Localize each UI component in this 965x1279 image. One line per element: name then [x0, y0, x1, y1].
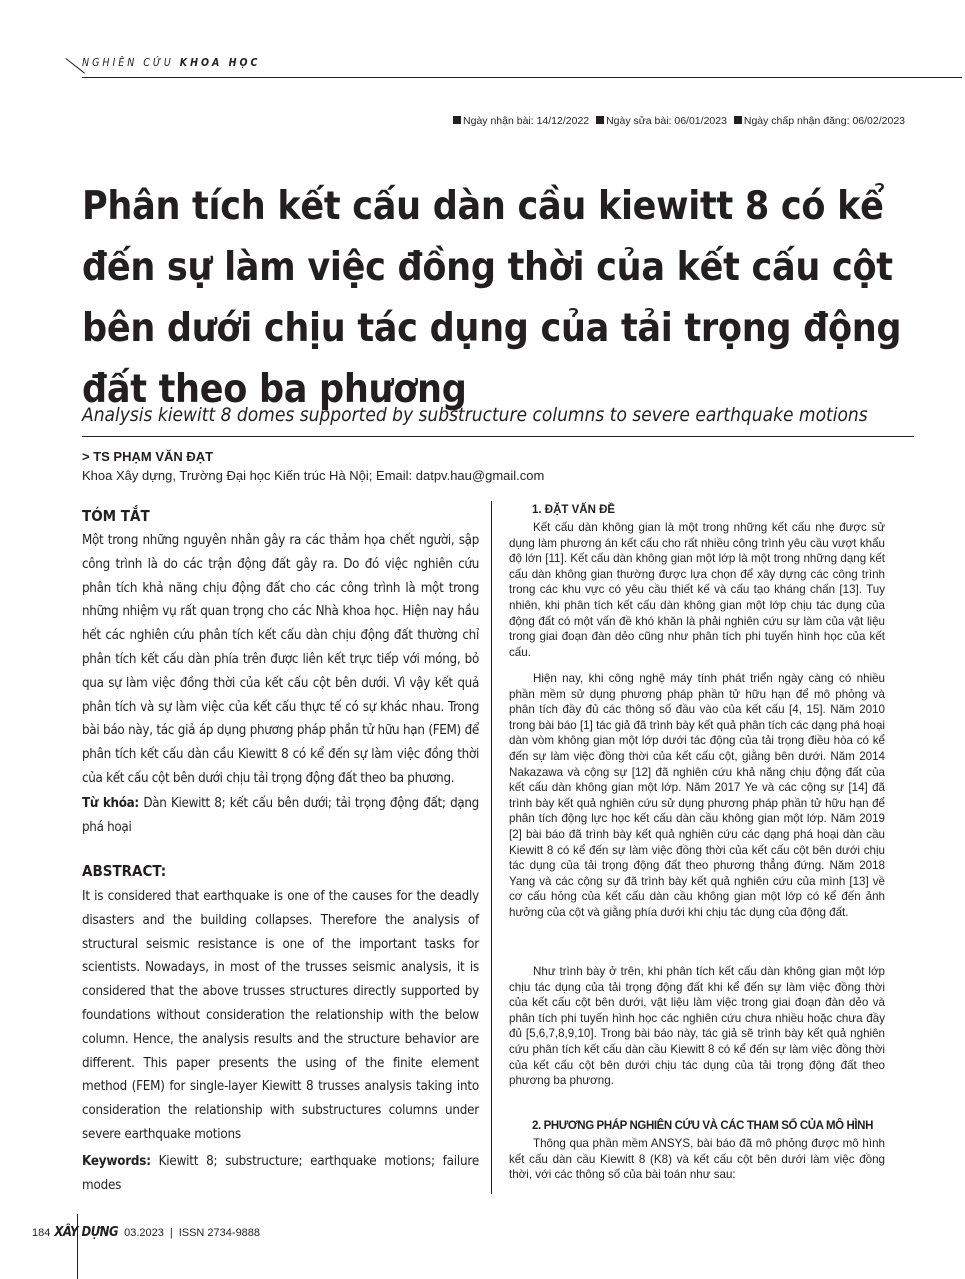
author-affiliation: [82, 468, 544, 483]
affiliation-text: Khoa Xây dựng, Trường Đại học Kiến trúc Hà Nội; Email:: [82, 468, 416, 483]
summary-heading: TÓM TẮT: [82, 507, 150, 525]
bullet-square-icon: [596, 116, 604, 124]
article-subtitle: Analysis kiewitt 8 domes supported by substructure columns to severe earthquake motions: [82, 404, 868, 426]
section-label: [82, 57, 260, 69]
title-divider: [82, 436, 914, 437]
keywords-vn: [82, 792, 479, 840]
dates-line: [449, 115, 905, 127]
page-number: 184: [32, 1227, 51, 1239]
keywords-vn-text: Dàn Kiewitt 8; kết cấu bên dưới; tải trọng động đất; dạng phá hoại: [82, 796, 479, 835]
author-name: > TS PHẠM VĂN ĐẠT: [82, 449, 214, 464]
keywords-en: [82, 1150, 479, 1198]
section-label-light: NGHIÊN CỨU: [82, 57, 174, 69]
section-1-heading: 1. ĐẶT VẤN ĐỀ: [532, 504, 616, 516]
summary-body: Một trong những nguyên nhân gây ra các thảm họa chết người, sập công trình là do các trận động đất gây ra. Do đó việc nghiên cứu phân tích khả năng chịu động đất cho các công trình là một trong những nhiệm vụ rất quan trọng cho các Nhà khoa học. Hiện nay hầu hết các nghiên cứu phân tích kết cấu dàn chịu động đất thường chỉ phân tích kết cấu dàn phía trên được liên kết trực tiếp với móng, bỏ qua sự làm việc đồng thời của kết cấu cột bên dưới. Vì vậy kết quả phân tích và sự làm việc của kết cấu thực tế có sự khác nhau. Trong bài báo này, tác giả áp dụng phương pháp phần tử hữu hạn (FEM) để phân tích kết cấu dàn cầu Kiewitt 8 có kể đến sự làm việc đồng thời của kết cấu cột bên dưới chịu tải trọng động đất theo ba phương.: [82, 533, 479, 786]
author-email[interactable]: datpv.hau@gmail.com: [415, 468, 545, 483]
page-footer: [32, 1225, 260, 1240]
section-1-paragraph: Hiện nay, khi công nghệ máy tính phát triển ngày càng có nhiều phần mềm sử dụng phương pháp phần tử hữu hạn để mô phỏng và phân tích đầy đủ các thông số đầu vào của kết cấu [4, 15]. Năm 2010 trong bài báo [1] tác giả đã trình bày kết quả phân tích các dạng phá hoại dàn vòm không gian một lớp dưới tác động của tải trọng điều hòa có kể đến sự làm việc đồng thời của kết cấu cột, giằng bên dưới. Năm 2014 Nakazawa và cộng sự [12] đã nghiên cứu khả năng chịu động đất của kết cấu dàn không gian một lớp. Năm 2017 Ye và các cộng sự [14] đã trình bày kết quả nghiên cứu sử dụng phương pháp phần tử hữu hạn để phân tích động lực học kết cấu dàn cầu không gian một lớp. Năm 2019 [2] bài báo đã trình bày kết quả nghiên cứu các dạng phá hoại dàn cầu Kiewitt 8 có kể đến sự làm việc đồng thời của kết cấu cột bên dưới chịu tác dụng của tải trọng động đất theo phương thẳng đứng. Năm 2018 Yang và các cộng sự đã trình bày kết quả nghiên cứu của mình [13] về cơ cấu hỏng của kết cấu dàn cầu không gian một lớp có kể đến ảnh hưởng của cột và giằng phía dưới khi chịu tác dụng của động đất.: [509, 672, 885, 919]
keywords-vn-label: Từ khóa:: [82, 796, 139, 811]
footer-vertical-rule: [77, 1214, 78, 1279]
header-rule: [82, 77, 962, 78]
abstract-body: It is considered that earthquake is one of the causes for the deadly disasters and the building collapses. Therefore the analysis of structural seismic resistance is one of the important tasks for scientists. Nowadays, in most of the trusses seismic analysis, it is considered that the above trusses structures directly supported by foundations without consideration the relationship with the below column. Hence, the analysis results and the structure behavior are different. This paper presents the using of the finite element method (FEM) for single-layer Kiewitt 8 trusses analysis taking into consideration the relationship with substructures columns under severe earthquake motions: [82, 889, 479, 1142]
column-divider: [491, 501, 492, 1194]
section-2-heading: 2. PHƯƠNG PHÁP NGHIÊN CỨU VÀ CÁC THAM SỐ CỦA MÔ HÌNH: [532, 1120, 873, 1132]
issn: ISSN 2734-9888: [178, 1227, 261, 1239]
article-title: Phân tích kết cấu dàn cầu kiewitt 8 có kể đến sự làm việc đồng thời của kết cấu cột bên dưới chịu tác dụng của tải trọng động đất theo ba phương: [82, 184, 902, 412]
section-1-paragraph: Kết cấu dàn không gian là một trong những kết cấu nhẹ được sử dụng làm phương án kết cấu cho rất nhiều công trình yêu cầu vượt khẩu độ lớn [11]. Kết cấu dàn không gian một lớp là một trong những dạng kết cấu dàn không gian thường được lựa chọn để xây dựng các công trình trong các khu vực có yêu cầu thiết kế và cấu tạo kháng chấn [13]. Tuy nhiên, khi phân tích kết cấu dàn không gian một lớp chịu tác dụng của động đất có một vấn đề khó khăn là phải nghiên cứu sự làm của vật liệu trong giai đoạn đàn dẻo cũng như phân tích phi tuyến hình học của kết cấu.: [509, 521, 885, 659]
keywords-en-label: Keywords:: [82, 1154, 151, 1169]
footer-separator: |: [169, 1227, 173, 1239]
bullet-square-icon: [453, 116, 461, 124]
date-received: Ngày nhận bài: 14/12/2022: [463, 115, 590, 127]
date-revised: Ngày sửa bài: 06/01/2023: [606, 115, 727, 127]
keywords-en-text: Kiewitt 8; substructure; earthquake motions; failure modes: [82, 1154, 479, 1193]
issue-date: 03.2023: [124, 1227, 164, 1239]
date-accepted: Ngày chấp nhận đăng: 06/02/2023: [743, 115, 905, 127]
section-2-paragraph: Thông qua phần mềm ANSYS, bài báo đã mô phỏng được mô hình kết cấu dàn cầu Kiewitt 8 (K8) và kết cấu cột bên dưới làm việc đồng thời, với các thông số của bài toán như sau:: [509, 1137, 885, 1182]
abstract-heading: ABSTRACT:: [82, 862, 167, 880]
section-1-paragraph: Như trình bày ở trên, khi phân tích kết cấu dàn không gian một lớp chịu tác dụng của tải trọng động đất khi kể đến sự làm việc đồng thời của kết cấu cột bên dưới, vật liệu làm việc trong giai đoạn đàn dẻo và phân tích phi tuyến hình học các nghiên cứu chưa nhiều hoặc chưa đầy đủ [5,6,7,8,9,10]. Trong bài báo này, tác giả sẽ trình bày kết quả nghiên cứu phân tích kết cấu dàn cầu Kiewitt 8 có kể đến sự làm việc đồng thời của kết cấu cột bên dưới chịu tác dụng của tải trọng động đất theo phương ba phương.: [509, 965, 885, 1088]
section-label-bold: KHOA HỌC: [179, 57, 261, 69]
bullet-square-icon: [734, 116, 742, 124]
journal-logo: XÂY DỰNG: [54, 1225, 119, 1240]
